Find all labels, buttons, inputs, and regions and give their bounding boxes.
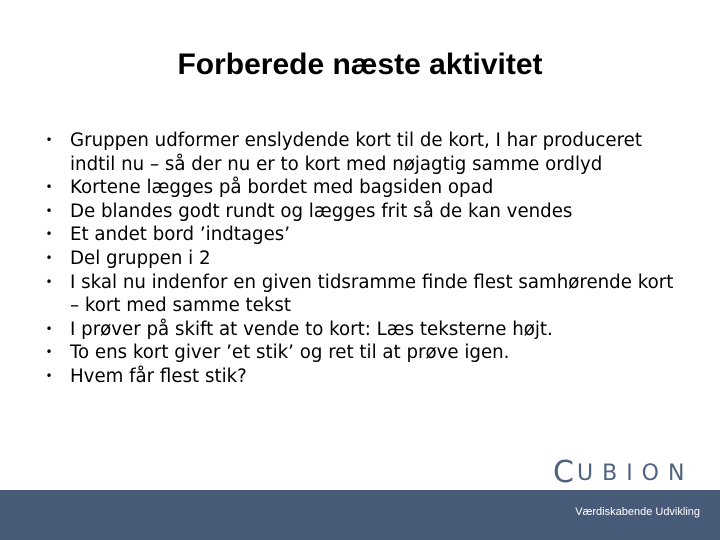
svg-text:UBION: UBION — [577, 461, 694, 486]
bullet-text: Kortene lægges på bordet med bagsiden opad — [70, 177, 494, 199]
bullet-item — [42, 341, 682, 365]
bullet-item — [42, 223, 682, 247]
bullet-list — [42, 129, 682, 389]
bullet-icon: • — [45, 180, 53, 195]
footer-bar — [0, 490, 720, 540]
bullet-text: Del gruppen i 2 — [70, 247, 211, 269]
bullet-item — [42, 365, 682, 389]
bullet-item — [42, 200, 682, 224]
bullet-item — [42, 129, 682, 176]
cubion-logo — [553, 446, 703, 490]
slide-title: Forberede næste aktivitet — [177, 48, 543, 81]
bullet-icon: • — [45, 345, 53, 360]
bullet-text: Hvem får flest stik? — [70, 365, 247, 387]
bullet-item — [42, 318, 682, 342]
footer-tagline: Værdiskabende Udvikling — [575, 506, 700, 518]
bullet-text: I prøver på skift at vende to kort: Læs teksterne højt. — [70, 318, 553, 340]
bullet-icon: • — [45, 368, 53, 383]
bullet-text: I skal nu indenfor en given tidsramme finde flest samhørende kort – kort med samme tekst — [70, 271, 674, 317]
bullet-icon: • — [45, 274, 53, 289]
cubion-logo-wordmark — [553, 446, 703, 490]
bullet-item — [42, 271, 682, 318]
bullet-icon: • — [45, 133, 53, 147]
bullet-text: To ens kort giver ’et stik’ og ret til at prøve igen. — [70, 342, 510, 364]
bullet-icon: • — [45, 250, 53, 265]
bullet-item — [42, 176, 682, 200]
bullet-text: Et andet bord ’indtages’ — [70, 224, 291, 246]
bullet-icon: • — [45, 203, 53, 218]
bullet-item — [42, 247, 682, 271]
bullet-text: De blandes godt rundt og lægges frit så de kan vendes — [70, 200, 573, 222]
bullet-icon: • — [45, 321, 53, 336]
svg-text:C: C — [553, 455, 574, 490]
bullet-text: Gruppen udformer enslydende kort til de kort, I har produceret indtil nu – så der nu er to kort med nøjagtig samme ordlyd — [70, 130, 642, 175]
bullet-icon: • — [45, 227, 53, 242]
